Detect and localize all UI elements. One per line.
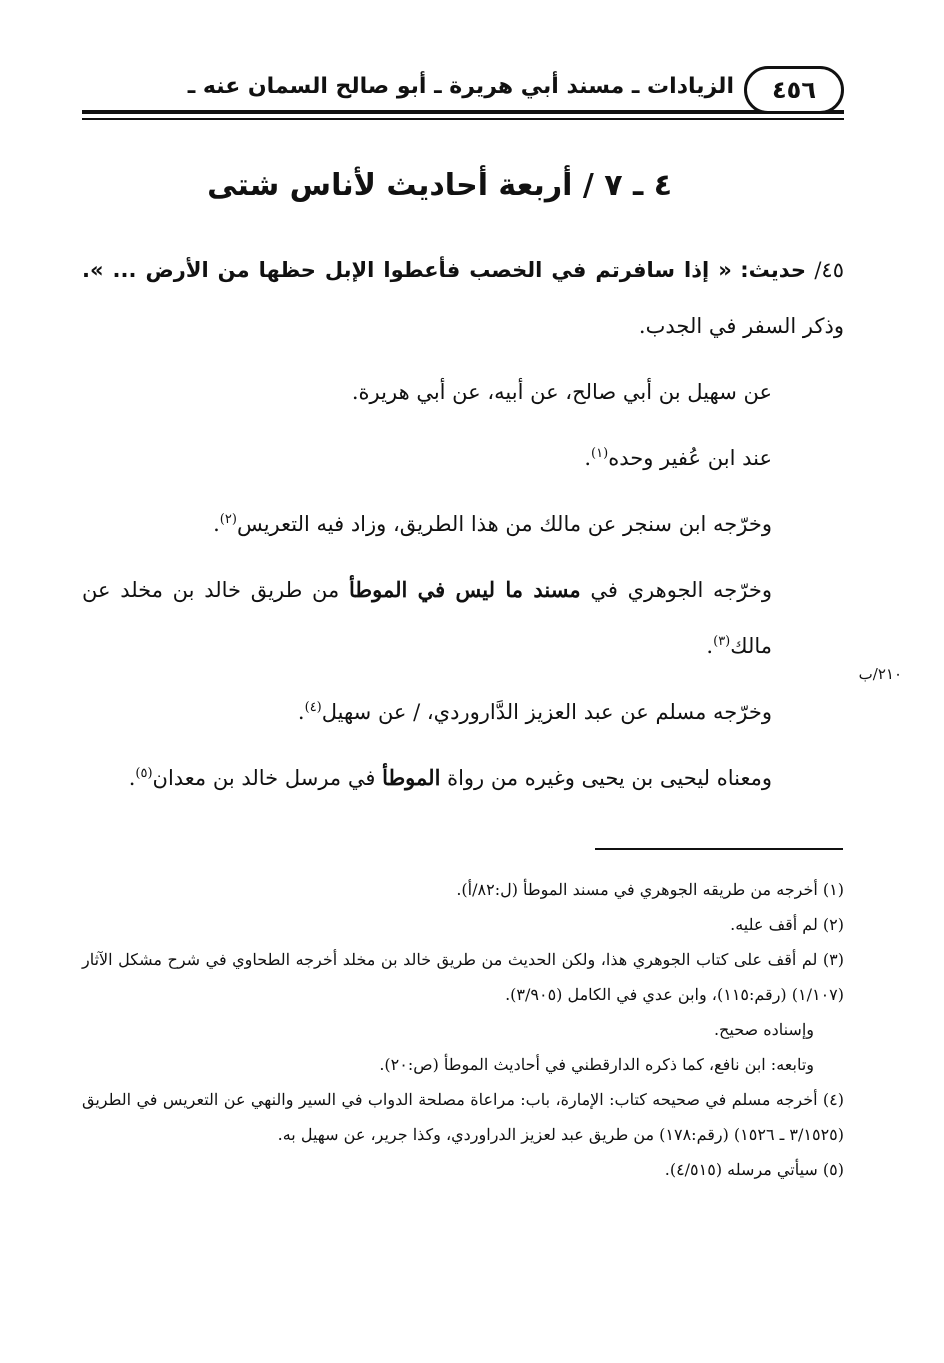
yahya-text-c: في مرسل خالد بن معدان <box>152 766 383 790</box>
footnote-ref-5[interactable]: (٥) <box>135 766 153 781</box>
running-header <box>82 60 844 130</box>
footnotes <box>82 872 844 1187</box>
body-text <box>82 242 844 816</box>
footnote-4: (٤) أخرجه مسلم في صحيحه كتاب: الإمارة، باب: مراعاة مصلحة الدواب في السير والنهي عن التعريس في الطريق (٣/١٥٢٥ ـ ١٥٢٦) (رقم:١٧٨) من طريق عبد لعزيز الدراوردي، وكذا جرير، عن سهيل به. <box>82 1090 844 1144</box>
footnote-3-continuation: وإسناده صحيح. <box>713 1020 814 1039</box>
margin-manuscript-ref: ٢١٠/ب <box>858 665 902 683</box>
page-number: ٤٥٦ <box>744 66 844 114</box>
footnote-3: (٣) لم أقف على كتاب الجوهري هذا، ولكن الحديث من طريق خالد بن مخلد أخرجه الطحاوي في شرح مشكل الآثار (١/١٠٧) (رقم:١١٥)، وابن عدي في الكامل (٣/٩٠٥). <box>82 950 844 1004</box>
hadith-paragraph <box>82 242 844 354</box>
ibn-sanjar-text: وخرّجه ابن سنجر عن مالك من هذا الطريق، وزاد فيه التعريس <box>236 512 772 536</box>
period: . <box>584 446 592 470</box>
section-heading: ٤ ـ ٧ / أربعة أحاديث لأناس شتى <box>207 168 672 203</box>
footnote-2: (٢) لم أقف عليه. <box>730 915 844 934</box>
jawhari-text-c: من طريق خالد بن مخلد عن مالك <box>82 578 772 658</box>
period: . <box>128 766 136 790</box>
paragraph-ibn-sanjar <box>82 496 844 552</box>
paragraph-yahya <box>82 750 844 806</box>
hadith-note: وذكر السفر في الجدب. <box>638 314 844 338</box>
isnad-text: عن سهيل بن أبي صالح، عن أبيه، عن أبي هريرة. <box>351 380 772 404</box>
footnote-3-continuation-2: وتابعه: ابن نافع، كما ذكره الدارقطني في أحاديث الموطأ (ص:٢٠). <box>379 1055 814 1074</box>
ibn-ufayr-text: عند ابن عُفير وحده <box>608 446 772 470</box>
footnote-ref-4[interactable]: (٤) <box>304 700 322 715</box>
footnote-5: (٥) سيأتي مرسله (٤/٥١٥). <box>664 1160 844 1179</box>
footnote-1: (١) أخرجه من طريقه الجوهري في مسند الموطأ (ل:٨٢/أ). <box>456 880 844 899</box>
book-title: مسند ما ليس في الموطأ <box>348 577 581 602</box>
jawhari-text-a: وخرّجه الجوهري في <box>580 578 772 602</box>
header-title: الزيادات ـ مسند أبي هريرة ـ أبو صالح السمان عنه ـ <box>187 74 734 99</box>
footnote-ref-3[interactable]: (٣) <box>713 634 731 649</box>
period: . <box>213 512 220 536</box>
hadith-label: حديث: <box>740 258 806 282</box>
footnote-ref-1[interactable]: (١) <box>591 446 609 461</box>
header-rule-thin <box>82 118 844 120</box>
book-title-muwatta: الموطأ <box>382 765 441 790</box>
muslim-text: وخرّجه مسلم عن عبد العزيز الدَّاروردي، / عن سهيل <box>321 700 772 724</box>
footnote-ref-2[interactable]: (٢) <box>219 512 237 527</box>
paragraph-muslim <box>82 684 844 740</box>
header-rule <box>82 110 844 114</box>
yahya-text-a: ومعناه ليحيى بن يحيى وغيره من رواة <box>440 766 772 790</box>
footnote-separator <box>595 848 843 850</box>
paragraph-ibn-ufayr <box>82 430 844 486</box>
period: . <box>706 634 714 658</box>
hadith-text: « إذا سافرتم في الخصب فأعطوا الإبل حظها من الأرض ... ». <box>82 258 732 282</box>
period: . <box>297 700 305 724</box>
paragraph-jawhari <box>82 562 844 674</box>
paragraph-isnad <box>82 364 844 420</box>
hadith-number: ٤٥/ <box>814 258 844 282</box>
